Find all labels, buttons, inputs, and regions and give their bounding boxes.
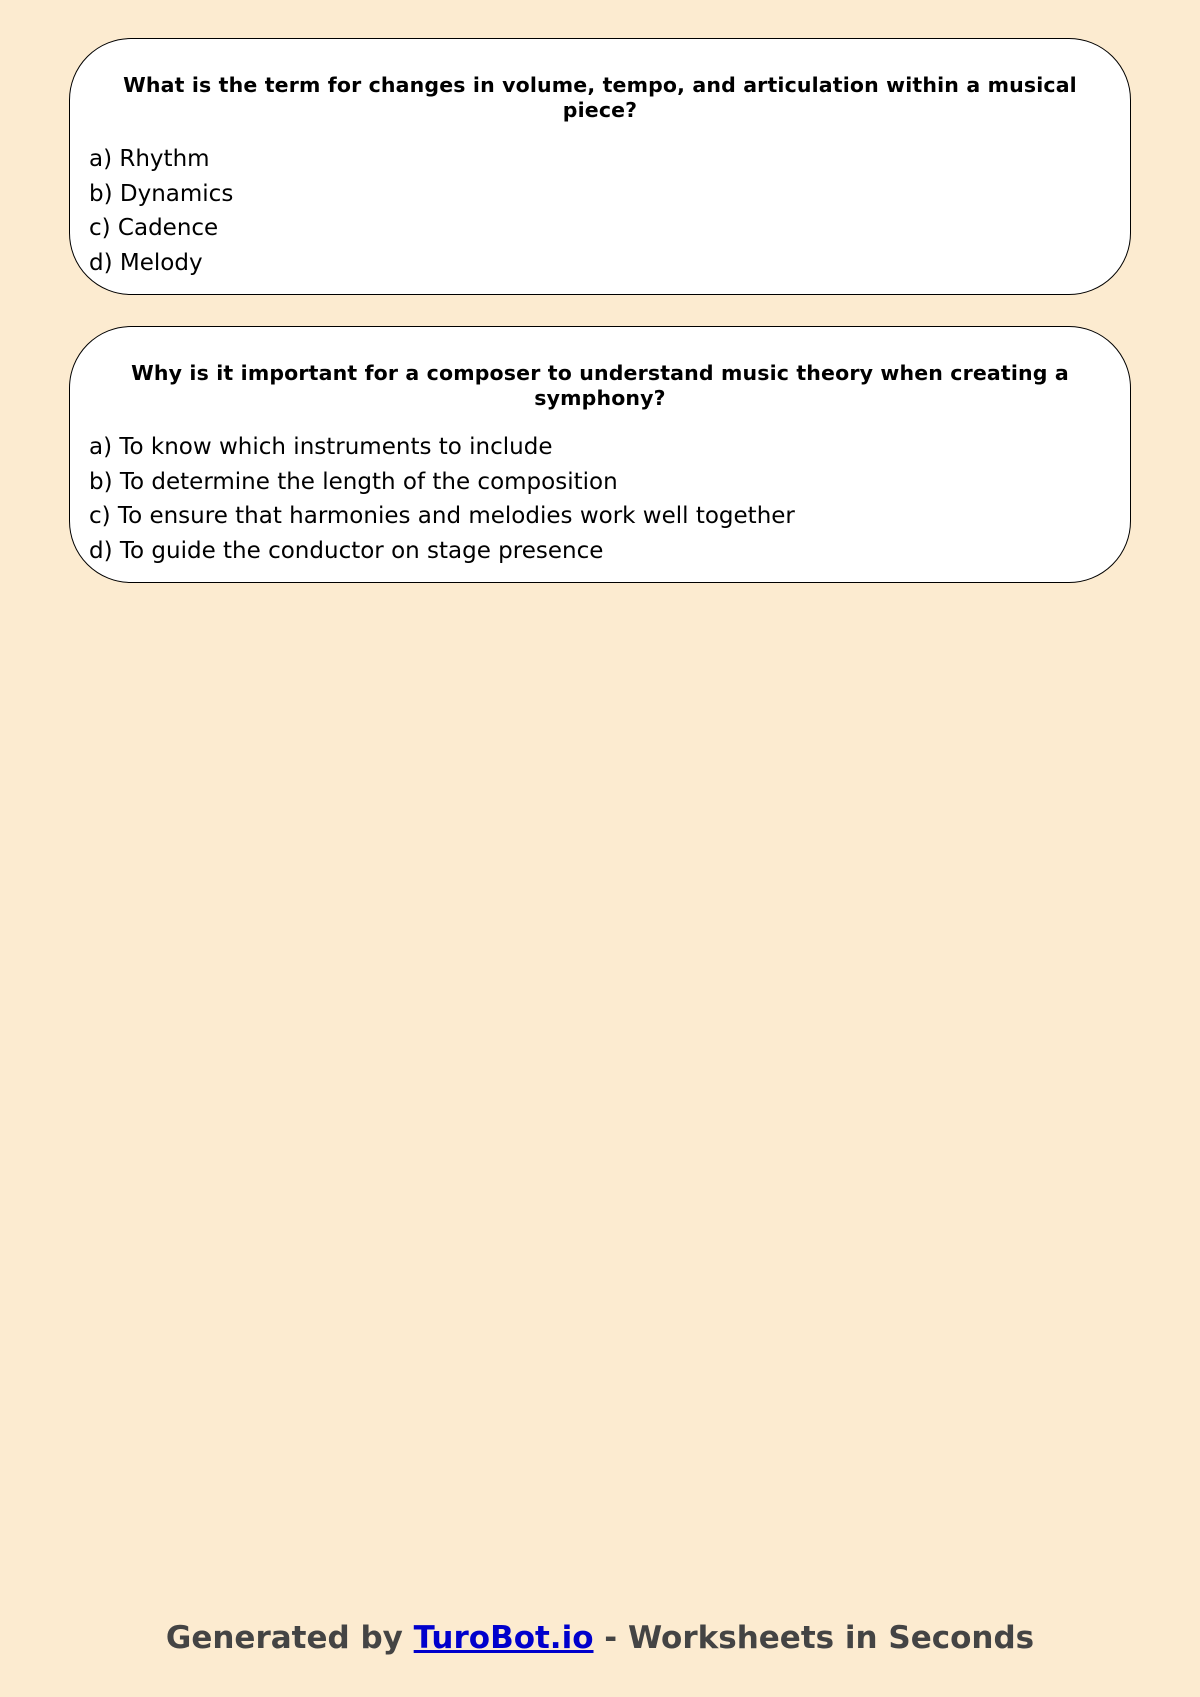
footer-prefix: Generated by [165,1620,414,1656]
option-b: b) Dynamics [89,180,234,207]
footer [0,1616,1200,1660]
question-text: Why is it important for a composer to understand music theory when creating a symphony? [131,361,1069,410]
option-list [89,142,1130,280]
option-list [89,430,1130,568]
turobot-link[interactable]: TuroBot.io [413,1620,594,1656]
question-text: What is the term for changes in volume, tempo, and articulation within a musical piece? [123,73,1077,122]
question-card-2 [69,326,1131,583]
option-c: c) Cadence [89,215,219,241]
option-a: a) To know which instruments to include [89,434,553,460]
option-d: d) Melody [89,249,203,276]
footer-suffix: - Worksheets in Seconds [593,1620,1035,1656]
question-card-1 [69,38,1131,295]
option-c: c) To ensure that harmonies and melodies work well together [89,503,795,529]
option-d: d) To guide the conductor on stage presence [89,537,604,564]
option-a: a) Rhythm [89,146,210,172]
option-b: b) To determine the length of the composition [89,468,618,495]
